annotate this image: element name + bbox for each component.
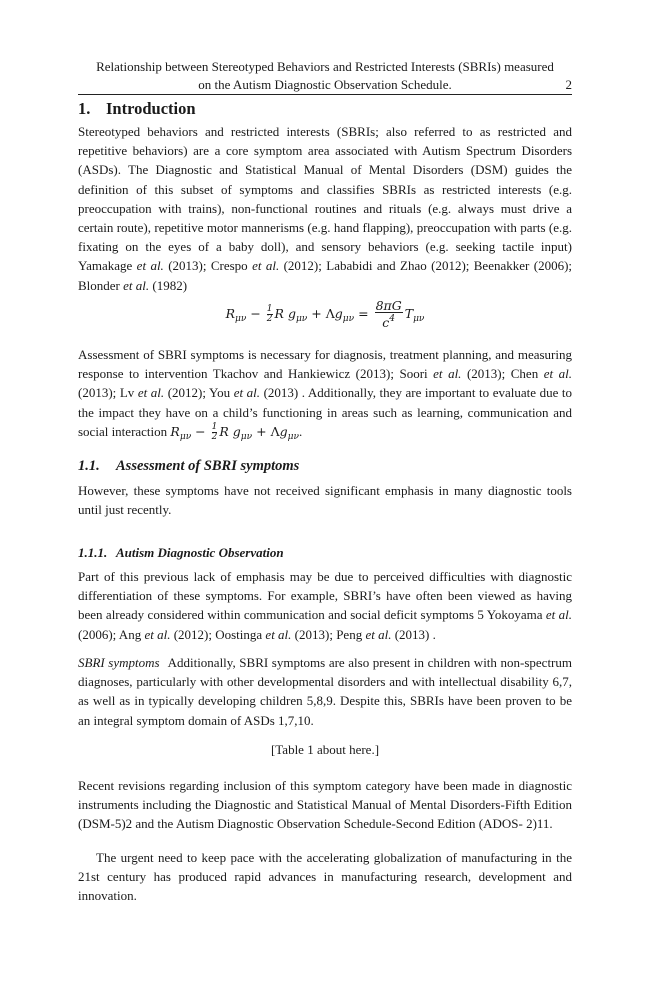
running-title	[78, 58, 572, 94]
manufacturing-paragraph: The urgent need to keep pace with the accelerating globalization of manufacturing in the 21st century has produced rapid advances in manufacturing research, development and innovation.	[78, 850, 572, 904]
paragraph-run-in-heading: SBRI symptoms	[78, 655, 160, 670]
subsection-heading: 1.1. Assessment of SBRI symptoms	[78, 458, 300, 474]
emphasis-paragraph: Part of this previous lack of emphasis may be due to perceived difficulties with diagnostic differentiation of these symptoms. For example, SBRI’s have often been viewed as having been already considered within communication and social deficit symptoms 5 Yokoyama et al. (2006); Ang et al. (2012); Oostinga et al. (2013); Peng et al. (2013) .	[78, 569, 572, 642]
section-title: Introduction	[106, 99, 196, 118]
section-heading	[78, 99, 196, 119]
running-header	[78, 58, 572, 95]
revisions-paragraph: Recent revisions regarding inclusion of this symptom category have been made in diagnostic instruments including the Diagnostic and Statistical Manual of Mental Disorders-Fifth Edition (DSM-5)2 and the Autism Diagnostic Observation Schedule-Second Edition (ADOS- 2)11.	[78, 778, 572, 832]
subsubsection-heading: 1.1.1. Autism Diagnostic Observation	[78, 545, 284, 560]
running-title-line-1: Relationship between Stereotyped Behaviors and Restricted Interests (SBRIs) measured	[96, 59, 554, 74]
display-equation: $R_{\mu\nu}$ − $\frac{1}{2}$ R $g_{\mu\nu} + \Lambda g_{\mu\nu}$ = $\frac{8\pi G}{c^4}$ $T_{\mu\nu}$	[225, 298, 425, 330]
inline-equation: $R_{\mu\nu}$ − $\frac{1}{2}$ R $g_{\mu\nu} + \Lambda g_{\mu\nu}$	[170, 421, 299, 442]
intro-paragraph: Stereotyped behaviors and restricted interests (SBRIs; also referred to as restricted and repetitive behaviors) are a core symptom area associated with Autism Spectrum Disorders (ASDs). The Diagnostic and Statistical Manual of Mental Disorders (DSM) guides the definition of this subset of symptoms and classifies SBRIs as restricted interests (e.g. preoccupation with trains), non-functional routines and rituals (e.g. always must drive a certain route), repetitive motor mannerisms (e.g. hand flapping), preoccupation with parts (e.g. fixating on the eyes of a baby doll), and sensory behaviors (e.g. seeking tactile input) Yamakage et al. (2013); Crespo et al. (2012); Lababidi and Zhao (2012); Beenakker (2006); Blonder et al. (1982)	[78, 124, 573, 293]
page-number: 2	[565, 77, 572, 92]
table-placeholder: [Table 1 about here.]	[270, 742, 380, 757]
assessment-paragraph: Assessment of SBRI symptoms is necessary for diagnosis, treatment planning, and measuring response to intervention Tkachov and Hankiewicz (2013); Soori et al. (2013); Chen et al. (2013); Lv et al. (2012); You et al. (2013) . Additionally, they are important to evaluate due to the impact they have on a child’s functioning in areas such as learning, communication and social interaction $R_{\mu\nu}$ − $\frac{1}{2}$ R $g_{\mu\nu} + \Lambda g_{\mu\nu}$.	[78, 347, 573, 442]
subsection-paragraph: However, these symptoms have not received significant emphasis in many diagnostic tools until just recently.	[78, 483, 572, 518]
section-number: 1.	[78, 99, 91, 118]
running-title-line-2: on the Autism Diagnostic Observation Schedule.	[198, 77, 452, 92]
sbri-paragraph: SBRI symptoms Additionally, SBRI symptoms are also present in children with non-spectrum diagnoses, particularly with other developmental disorders and with intellectual disability 6,7, as well as in typically developing children 5,8,9. Despite this, SBRIs have been proven to be an integral symptom domain of ASDs 1,7,10.	[78, 655, 572, 728]
